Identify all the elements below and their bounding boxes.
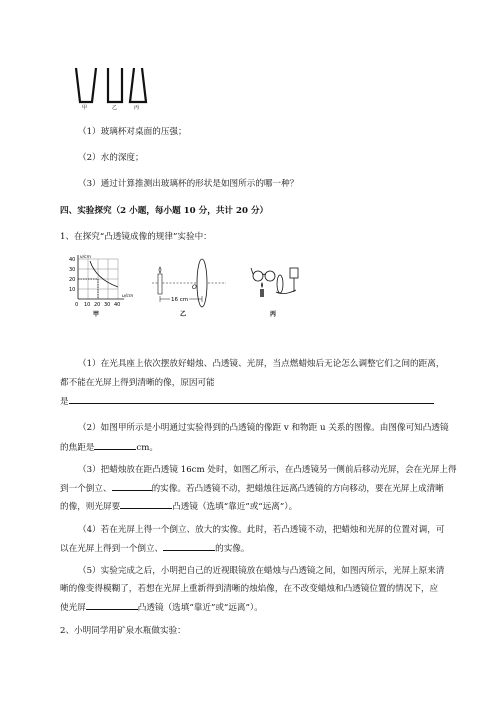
answer-blank-screen-move[interactable] <box>120 499 172 509</box>
exp1-part3-line2 <box>60 481 444 496</box>
exp1-part5-a: 使光屏 <box>60 603 86 613</box>
exp1-part1-line2: 都不能在光屏上得到清晰的像，原因可能 <box>60 378 215 388</box>
glass-label-bing: 丙 <box>134 105 140 110</box>
figure-bing-setup <box>250 262 305 319</box>
figure-yi-caption: 乙 <box>180 311 187 318</box>
exp1-part5-line3 <box>60 600 263 615</box>
answer-blank-focal-length[interactable] <box>94 440 136 450</box>
figure-jia-graph <box>60 253 140 319</box>
figure-jia-caption: 甲 <box>93 311 100 318</box>
q1-item-3: （3）通过计算推测出玻璃杯的形状是如图所示的哪一种？ <box>78 179 299 189</box>
exp1-part5-b: 凸透镜（选填“靠近”或“远离”）。 <box>137 603 263 613</box>
exp1-part4-line1: （4）若在光屏上得一个倒立、放大的实像。此时，若凸透镜不动，把蜡烛和光屏的位置对调，可 <box>78 525 445 535</box>
candle-flame-icon <box>260 282 264 297</box>
exp1-part3-d: 凸透镜（选填“靠近”或“远离”）。 <box>172 502 298 512</box>
exp1-intro: 1、在探究“凸透镜成像的规律”实验中： <box>60 232 212 242</box>
exp1-part2-a: 的焦距是 <box>60 443 95 453</box>
answer-blank-glasses[interactable] <box>86 600 138 610</box>
lens-center-label: O <box>192 284 197 291</box>
q1-item-2: （2）水的深度； <box>78 153 144 163</box>
x-axis-label: u/cm <box>122 294 134 299</box>
section-4-title: 四、实验探究（2 小题，每小题 10 分，共计 20 分） <box>60 206 269 216</box>
distance-label: 16 cm <box>171 297 189 303</box>
x-tick-20: 20 <box>94 302 101 308</box>
x-tick-30: 30 <box>104 302 111 308</box>
exp2-intro: 2、小明同学用矿泉水瓶做实验： <box>60 626 186 636</box>
exp1-part3-line1: （3）把蜡烛放在距凸透镜 16cm 处时，如图乙所示，在凸透镜另一侧前后移动光屏，会在光屏上得 <box>78 465 457 475</box>
exp1-part1-prefix: 是 <box>60 397 69 407</box>
glass-label-jia: 甲 <box>82 105 88 110</box>
exp1-part5-line1: （5）实验完成之后，小明把自己的近视眼镜放在蜡烛与凸透镜之间，如图丙所示，光屏上原来清 <box>78 566 445 576</box>
figure-bing-caption: 丙 <box>270 311 277 318</box>
answer-blank-image-size[interactable] <box>112 481 152 491</box>
candle-icon <box>158 267 162 294</box>
q1-item-1: （1）玻璃杯对桌面的压强； <box>78 127 187 137</box>
exp1-part2-b: cm。 <box>136 443 158 453</box>
lens-icon <box>277 275 283 293</box>
glasses-lens-right-icon <box>265 271 275 281</box>
y-tick-10: 10 <box>69 287 76 293</box>
answer-blank-1[interactable] <box>69 394 434 404</box>
glass-shape-bing <box>130 68 146 102</box>
exp1-part1-line1: （1）在光具座上依次摆放好蜡烛、凸透镜、光屏，当点燃蜡烛后无论怎么调整它们之间的距离， <box>78 359 445 369</box>
x-tick-10: 10 <box>84 302 91 308</box>
exp1-part3-b: 的实像。若凸透镜不动，把蜡烛往远离凸透镜的方向移动，要在光屏上成清晰 <box>151 484 444 494</box>
x-tick-40: 40 <box>114 302 121 308</box>
v-u-curve <box>90 261 118 287</box>
exp1-part4-b: 的实像。 <box>215 544 250 554</box>
exp1-part2-line2 <box>60 440 158 455</box>
y-axis-label: v/cm <box>80 255 92 260</box>
figure-yi-setup <box>150 255 230 319</box>
answer-blank-swapped-image[interactable] <box>163 541 215 551</box>
exp1-part4-a: 以在光屏上得到一个倒立、 <box>60 544 164 554</box>
glass-shape-jia <box>76 68 96 102</box>
glass-label-yi: 乙 <box>112 105 118 110</box>
screen-icon <box>290 268 298 278</box>
y-tick-30: 30 <box>69 267 76 273</box>
glasses-lens-left-icon <box>253 271 263 281</box>
exp1-part2-line1: （2）如图甲所示是小明通过实验得到的凸透镜的像距 v 和物距 u 关系的图像。由图像可知凸透镜 <box>78 423 449 433</box>
y-tick-20: 20 <box>69 277 76 283</box>
glass-shapes-figure <box>70 64 160 110</box>
x-tick-0: 0 <box>75 302 79 308</box>
exp1-part1-line3 <box>60 394 434 409</box>
glass-shape-yi <box>108 68 122 102</box>
y-tick-40: 40 <box>69 257 76 263</box>
exp1-part4-line2 <box>60 541 250 556</box>
exp1-part3-c: 的像，则光屏要 <box>60 502 121 512</box>
exp1-part3-line3 <box>60 499 297 514</box>
exp1-part3-a: 到一个倒立、 <box>60 484 112 494</box>
exp1-part5-line2: 晰的像变得模糊了，若想在光屏上重新得到清晰的烛焰像，在不改变蜡烛和凸透镜位置的情况下，应 <box>60 584 439 594</box>
